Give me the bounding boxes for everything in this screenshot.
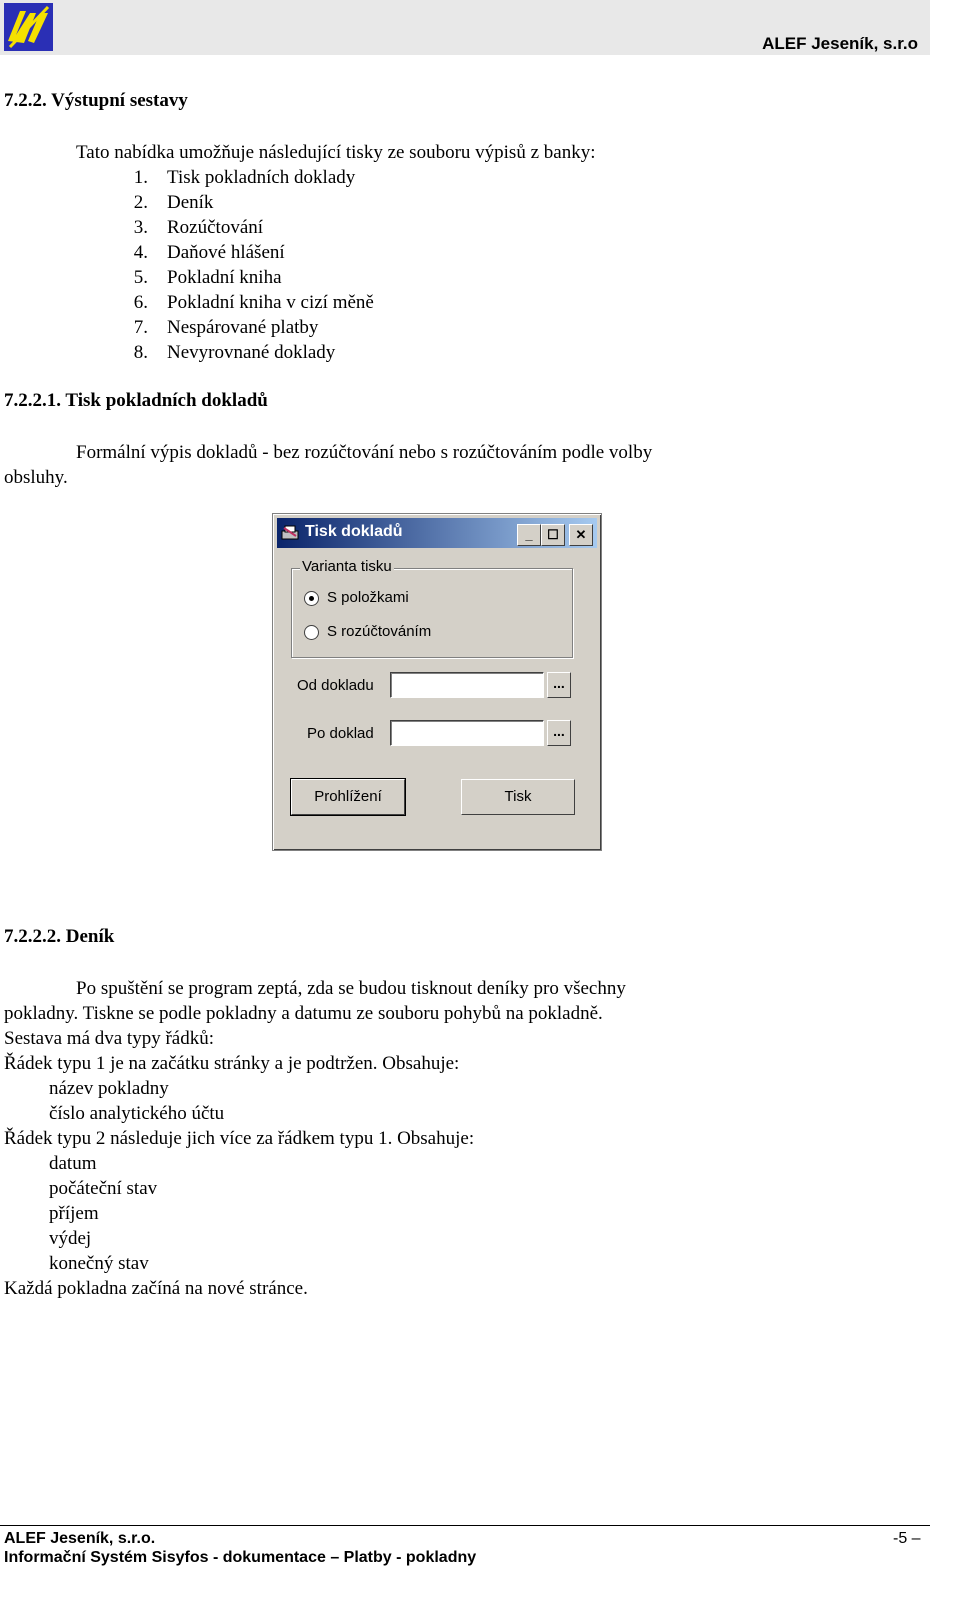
maximize-icon: ☐ — [547, 527, 559, 542]
print-option-text: Daňové hlášení — [167, 242, 285, 263]
type1-item: číslo analytického účtu — [49, 1103, 225, 1124]
header-company: ALEF Jeseník, s.r.o — [762, 34, 918, 53]
radio-with-allocation[interactable] — [304, 623, 431, 640]
maximize-button[interactable] — [541, 524, 565, 546]
close-icon: ✕ — [575, 527, 587, 542]
print-option-number: 1. — [133, 167, 148, 188]
print-option-number: 2. — [133, 192, 148, 213]
from-document-input[interactable] — [390, 672, 544, 698]
to-document-browse-button[interactable]: ... — [547, 720, 571, 746]
print-option-text: Deník — [167, 192, 214, 213]
print-option-item — [110, 240, 374, 265]
print-option-text: Pokladní kniha v cizí měně — [167, 292, 374, 313]
print-option-number: 7. — [133, 317, 148, 338]
from-document-label: Od dokladu — [297, 677, 374, 694]
from-document-browse-button[interactable]: ... — [547, 672, 571, 698]
dialog-titlebar[interactable] — [277, 518, 597, 548]
to-document-input[interactable] — [390, 720, 544, 746]
sub2-line-4: Řádek typu 1 je na začátku stránky a je podtržen. Obsahuje: — [4, 1053, 460, 1074]
type2-item: příjem — [49, 1203, 99, 1224]
print-option-item — [110, 265, 374, 290]
sub1-text-line2: obsluhy. — [4, 467, 68, 488]
print-documents-dialog — [272, 513, 602, 851]
minimize-button[interactable] — [517, 524, 541, 546]
print-option-text: Tisk pokladních doklady — [167, 167, 356, 188]
company-logo — [4, 3, 53, 51]
print-option-number: 5. — [133, 267, 148, 288]
print-options-list — [110, 165, 374, 365]
type2-item: datum — [49, 1153, 97, 1174]
close-button[interactable] — [569, 524, 593, 546]
print-option-item — [110, 215, 374, 240]
footer-company: ALEF Jeseník, s.r.o. — [4, 1530, 156, 1547]
footer-divider — [0, 1525, 930, 1526]
print-option-text: Pokladní kniha — [167, 267, 282, 288]
sub2-line-3: Sestava má dva typy řádků: — [4, 1028, 215, 1049]
print-option-text: Nespárované platby — [167, 317, 319, 338]
print-option-item — [110, 315, 374, 340]
footer-page-number: -5 – — [893, 1530, 921, 1547]
footer-doc-title: Informační Systém Sisyfos - dokumentace – Platby - pokladny — [4, 1549, 477, 1566]
print-option-item — [110, 290, 374, 315]
radio-with-items-indicator[interactable] — [304, 591, 319, 606]
radio-with-items-label: S položkami — [327, 589, 409, 606]
print-option-item — [110, 190, 374, 215]
print-option-number: 4. — [133, 242, 148, 263]
section-intro: Tato nabídka umožňuje následující tisky ze souboru výpisů z banky: — [76, 142, 596, 163]
type1-item: název pokladny — [49, 1078, 169, 1099]
radio-with-allocation-indicator[interactable] — [304, 625, 319, 640]
radio-with-allocation-label: S rozúčtováním — [327, 623, 432, 640]
print-option-text: Rozúčtování — [167, 217, 264, 238]
print-option-number: 8. — [133, 342, 148, 363]
type2-item: počáteční stav — [49, 1178, 158, 1199]
sub2-line-2: pokladny. Tiskne se podle pokladny a datumu ze souboru pohybů na pokladně. — [4, 1003, 603, 1024]
radio-with-items[interactable] — [304, 589, 409, 606]
type2-item: výdej — [49, 1228, 92, 1249]
subsection-heading-2: 7.2.2.2. Deník — [4, 926, 115, 947]
print-variant-group — [291, 558, 573, 658]
print-option-number: 3. — [133, 217, 148, 238]
dialog-title: Tisk dokladů — [305, 523, 403, 540]
print-option-item — [110, 165, 374, 190]
print-option-number: 6. — [133, 292, 148, 313]
subsection-heading-1: 7.2.2.1. Tisk pokladních dokladů — [4, 390, 268, 411]
preview-button[interactable]: Prohlížení — [291, 779, 405, 815]
sub2-closing: Každá pokladna začíná na nové stránce. — [4, 1278, 308, 1299]
minimize-icon: _ — [525, 527, 533, 542]
sub2-line-1: Po spuštění se program zeptá, zda se budou tisknout deníky pro všechny — [76, 978, 626, 999]
to-document-label: Po doklad — [307, 725, 374, 742]
print-variant-label: Varianta tisku — [302, 558, 392, 575]
print-option-text: Nevyrovnané doklady — [167, 342, 336, 363]
print-option-item — [110, 340, 374, 365]
sub2-type2-line: Řádek typu 2 následuje jich více za řádkem typu 1. Obsahuje: — [4, 1128, 475, 1149]
sub1-text-line1: Formální výpis dokladů - bez rozúčtování nebo s rozúčtováním podle volby — [76, 442, 653, 463]
printer-icon — [281, 524, 299, 542]
print-button[interactable]: Tisk — [461, 779, 575, 815]
type2-item: konečný stav — [49, 1253, 149, 1274]
section-heading: 7.2.2. Výstupní sestavy — [4, 90, 188, 111]
